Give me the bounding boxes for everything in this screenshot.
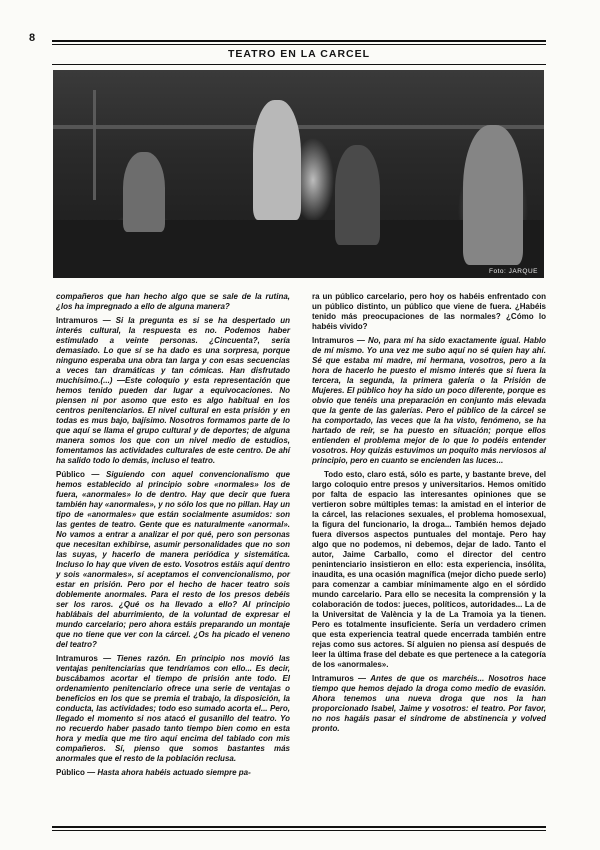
page-number: 8: [29, 32, 36, 44]
left-paragraph-1: [56, 292, 290, 312]
photo-figure-center: [253, 100, 301, 220]
title-underline: [52, 64, 546, 65]
left-column: [56, 292, 290, 782]
left-paragraph-5: [56, 768, 290, 778]
paragraph-text: ra un público carcelario, pero hoy os habéis enfrentado con un público distinto, un público que viene de fuera. ¿Habéis tenido más preocupaciones de las normales? ¿Cómo lo habéis vivido?: [312, 292, 546, 331]
speaker: Intramuros —: [56, 316, 111, 325]
paragraph-text: Todo esto, claro está, sólo es parte, y bastante breve, del largo coloquio entre presos y universitarios. Hemos omitido por falta de espacio las interesantes opiniones que se vertieron sobre múltiples temas: la amistad en el interior de la cárcel, las relaciones sexuales, el problema homosexual, la figura del funcionario, la droga... También hemos dejado fuera diversos aspectos puntuales del montaje. Pero hay algo que no podemos, ni debemos, dejar de lado. Tanto el autor, Jaime Carballo, como el director del centro penintenciario insistieron en ello: esta experiencia, insólita, inaudita, es una ocasión magnífica (mejor dicho puede serlo) para comenzar a cambiar mínimamente algo en el sórdido mundo carcelario. Para ello se necesita la comprensión y la colaboración de todos: jueces, políticos, autoridades... La de la Universitat de València y la de La Tramoia ya la tienen. Pero es totalmente insuficiente. Sería un verdadero crimen que esta experiencia teatral quede encerrada también entre rejas como sus actores. Sí alguien no piensa así después de leer la última frase del debate es que pertenece a la categoría de los «anormales».: [312, 470, 546, 669]
theatre-photo: [53, 70, 544, 278]
photo-figure-seated: [335, 145, 380, 245]
left-paragraph-4: [56, 654, 290, 764]
right-paragraph-4: [312, 674, 546, 734]
right-paragraph-1: [312, 292, 546, 332]
section-title: TEATRO EN LA CARCEL: [227, 48, 371, 60]
photo-credit: Foto: JARQUE: [489, 268, 538, 275]
paragraph-text: Hasta ahora habéis actuado siempre pa-: [97, 768, 251, 777]
bottom-rule: [52, 826, 546, 831]
left-paragraph-3: [56, 470, 290, 650]
speaker: Público —: [56, 470, 100, 479]
left-paragraph-2: [56, 316, 290, 466]
paragraph-text: Tienes razón. En principio nos movió las ventajas penitenciarias que tendríamos con ello... Es decir, buscábamos acortar el tiempo de prisión ante todo. El ordenamiento penitenciario ofrece una serie de ventajas o beneficios en los que se premia el trabajo, la disposición, la conducta, las actividades; todo eso sumado acorta el... Pero, llegado el momento si nos atacó el gusanillo del teatro. Yo no recuerdo haber pasado tanto tiempo bien como en esta hora y media que me tiro aquí encima del tablado con mis compañeros. Sí, pienso que somos bastantes más anormales que el resto de la población reclusa.: [56, 654, 290, 763]
photo-figure-right: [463, 125, 523, 265]
photo-figure-left: [123, 152, 165, 232]
paragraph-text: No, para mí ha sido exactamente igual. Hablo de mí mismo. Yo una vez me subo aquí no sé quien hay ahí. Sé que estaba mi madre, mi hermana, vosotros, pero a la hora de hacerlo he puesto el mismo interés que si fuera la tercera, la segunda, la primera galería o la Prisión de Mujeres. El público hoy ha sido un poco diferente, porque es obvio que tenéis una preparación en conjunto más elevada que la gente de las galerías. Pero el público de la cárcel se ha comportado, las veces que la ha visto, fenómeno, se ha hartado de reír, se ha puesto en situación; porque ellos entienden el problema mejor de lo que lo podéis entender vosotros. Hoy quizás estuvimos un poquito más nerviosos al principio, pero en cuanto se encienden las luces...: [312, 336, 547, 465]
paragraph-text: compañeros que han hecho algo que se sale de la rutina, ¿los ha impregnado a ello de alguna manera?: [56, 292, 290, 311]
paragraph-text: Siguiendo con aquel convencionalismo que hemos establecido al principio sobre «normales» los de fuera, «anormales» lo de dentro. Hay que decir que fuera también hay «anormales», y no sólo los que no pillan. Hay un tipo de «anormales» que están socialmente asumidos: son las gentes de teatro. Gente que es naturalmente «anormal». No vamos a entrar a analizar el por qué, pero son personas que necesitan exhibirse, asumir personalidades que no son las suyas, y hacerlo de manera periódica y sistemática. Incluso lo hay que viven de esto. Vosotros estáis aquí dentro y sois «anormales», sí aceptamos el convencionalismo, por estar en prisión. Pero por el hecho de hacer teatro sois doblemente anormales. Para el resto de los presos debéis ser los raros. ¿Qué os ha llevado a ello? Al principio hablábais del aburrimiento, de la voluntad de expresar el mundo carcelario; pero ahora estáis preparando un montaje que no tiene que ver con la cárcel. ¿Os ha picado el veneno del teatro?: [56, 470, 290, 649]
speaker: Intramuros —: [312, 674, 367, 683]
top-rule: [52, 40, 546, 45]
right-paragraph-3: [312, 470, 546, 670]
speaker: Público —: [56, 768, 96, 777]
speaker: Intramuros —: [56, 654, 112, 663]
paragraph-text: Si la pregunta es si se ha despertado un interés cultural, la respuesta es no. Podemos haber estimulado a veinte personas. ¿Cincuenta?, sería demasiado. Lo que sí se ha dado es una sorpresa, porque ninguno esperaba una obra tan larga y con esas secuencias a veces tan dramáticas y tan cómicas. Han disfrutado muchísimo.(...) —Este coloquio y esta representación que hemos tenido pueden dar lugar a equivocaciones. No piensen ni por asomo que esto es algo habitual en los centros penitenciarios. El nivel cultural en esta prisión y en todas es mus bajo, bajísimo. Nosotros formamos parte de lo que aquí se llama el grupo cultural y de deportes; de alguna manera somos los que con un nivel medio de estudios, fomentamos las actividades culturales de este centro. De ahí ha salido todo lo demás, incluso el teatro.: [56, 316, 290, 465]
right-paragraph-2: [312, 336, 546, 466]
speaker: Intramuros —: [312, 336, 365, 345]
photo-scaffold-post: [93, 90, 96, 200]
paragraph-text: Antes de que os marchéis... Nosotros hace tiempo que hemos dejado la droga como medio de evasión. Ahora tenemos una nueva droga que nos la han proporcionado Isabel, Jaime y vosotros: el teatro. Por favor, no nos hagáis pasar el síndrome de abstinencia y volved pronto.: [312, 674, 546, 733]
right-column: [312, 292, 546, 738]
